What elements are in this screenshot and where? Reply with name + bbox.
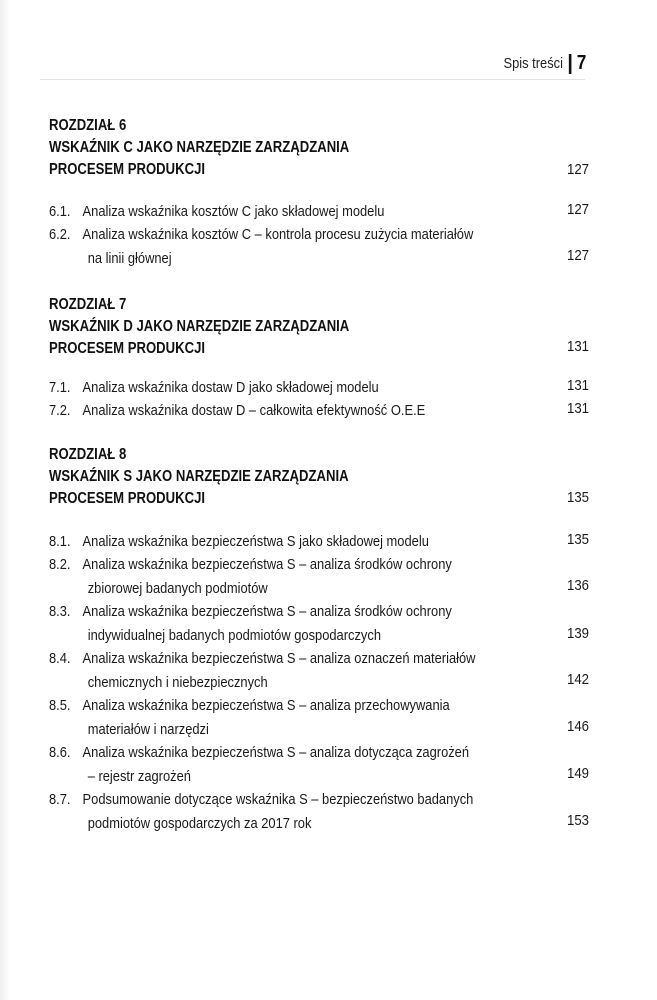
entry-title: Analiza wskaźnika bezpieczeństwa S – analiza przechowywania <box>82 697 450 714</box>
entry-page-number: 149 <box>566 765 589 782</box>
entry-page-number: 146 <box>566 718 589 735</box>
entry-number: 7.2. <box>49 402 71 419</box>
entry-title: Analiza wskaźnika dostaw D – całkowita efektywność O.E.E <box>82 402 426 419</box>
entry-number: 8.2. <box>49 556 71 573</box>
entry-number: 6.2. <box>49 226 71 243</box>
entry-page-number: 153 <box>566 812 589 829</box>
entry-page-number: 139 <box>566 625 589 642</box>
chapter-title-line: WSKAŹNIK D JAKO NARZĘDZIE ZARZĄDZANIA <box>49 318 350 335</box>
entry-page-number: 136 <box>566 577 589 594</box>
entry-page-number: 142 <box>566 671 589 688</box>
entry-title-continuation: materiałów i narzędzi <box>87 721 209 738</box>
entry-title: Analiza wskaźnika bezpieczeństwa S – analiza dotycząca zagrożeń <box>82 744 470 761</box>
chapter-title-line: PROCESEM PRODUKCJI <box>49 340 206 357</box>
header-separator <box>569 54 572 74</box>
chapter-page-number: 135 <box>566 489 589 506</box>
entry-number: 7.1. <box>49 379 71 396</box>
chapter-label: ROZDZIAŁ 7 <box>49 296 127 313</box>
entry-number: 8.3. <box>49 603 71 620</box>
entry-number: 8.1. <box>49 533 71 550</box>
chapter-title-line: WSKAŹNIK S JAKO NARZĘDZIE ZARZĄDZANIA <box>49 468 349 485</box>
chapter-title-line: WSKAŹNIK C JAKO NARZĘDZIE ZARZĄDZANIA <box>49 139 350 156</box>
running-header <box>503 52 586 75</box>
page-number: 7 <box>576 52 586 74</box>
entry-page-number: 127 <box>566 247 589 264</box>
entry-number: 8.6. <box>49 744 71 761</box>
chapter-page-number: 131 <box>566 338 589 355</box>
chapter-title-line: PROCESEM PRODUKCJI <box>49 161 206 178</box>
entry-title: Analiza wskaźnika dostaw D jako składowej modelu <box>82 379 379 396</box>
entry-title-continuation: podmiotów gospodarczych za 2017 rok <box>87 815 312 832</box>
entry-title: Podsumowanie dotyczące wskaźnika S – bezpieczeństwo badanych <box>82 791 474 808</box>
entry-title: Analiza wskaźnika bezpieczeństwa S – analiza środków ochrony <box>82 556 452 573</box>
entry-number: 8.5. <box>49 697 71 714</box>
entry-number: 8.7. <box>49 791 71 808</box>
entry-title: Analiza wskaźnika kosztów C jako składowej modelu <box>82 203 385 220</box>
page-edge-shadow <box>0 0 10 1000</box>
entry-page-number: 131 <box>566 400 589 417</box>
entry-title-continuation: – rejestr zagrożeń <box>87 768 191 785</box>
entry-title-continuation: indywidualnej badanych podmiotów gospodarczych <box>87 627 382 644</box>
header-rule <box>40 79 585 80</box>
entry-title-continuation: chemicznych i niebezpiecznych <box>87 674 268 691</box>
entry-title-continuation: na linii głównej <box>87 250 172 267</box>
chapter-title-line: PROCESEM PRODUKCJI <box>49 490 206 507</box>
chapter-label: ROZDZIAŁ 8 <box>49 446 127 463</box>
entry-title: Analiza wskaźnika kosztów C – kontrola procesu zużycia materiałów <box>82 226 474 243</box>
chapter-label: ROZDZIAŁ 6 <box>49 117 127 134</box>
running-header-title: Spis treści <box>503 55 563 72</box>
entry-title-continuation: zbiorowej badanych podmiotów <box>87 580 268 597</box>
entry-number: 6.1. <box>49 203 71 220</box>
chapter-page-number: 127 <box>566 161 589 178</box>
entry-title: Analiza wskaźnika bezpieczeństwa S – analiza środków ochrony <box>82 603 452 620</box>
entry-page-number: 127 <box>566 201 589 218</box>
entry-page-number: 131 <box>566 377 589 394</box>
entry-title: Analiza wskaźnika bezpieczeństwa S jako składowej modelu <box>82 533 429 550</box>
entry-page-number: 135 <box>566 531 589 548</box>
entry-title: Analiza wskaźnika bezpieczeństwa S – analiza oznaczeń materiałów <box>82 650 476 667</box>
entry-number: 8.4. <box>49 650 71 667</box>
